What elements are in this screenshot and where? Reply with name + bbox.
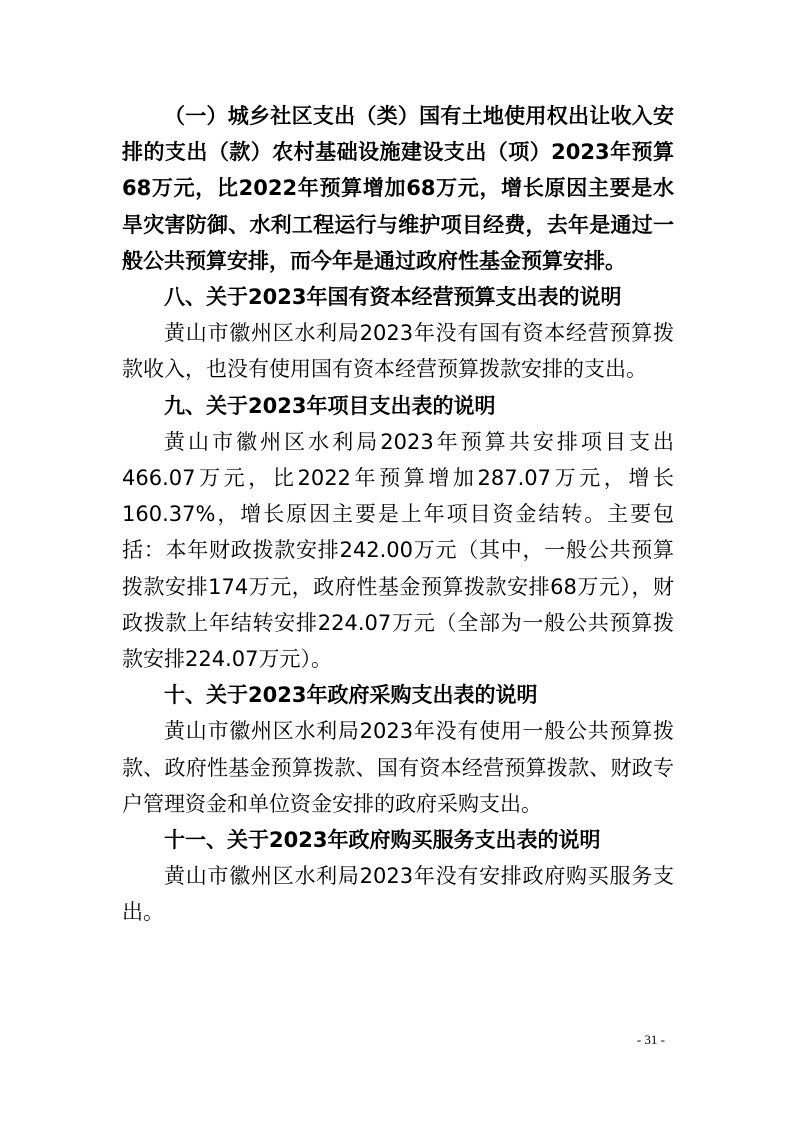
section-heading-service-purchase: 十一、关于2023年政府购买服务支出表的说明 <box>164 828 601 853</box>
paragraph-project-expenditure: 黄山市徽州区水利局2023年预算共安排项目支出466.07万元，比2022年预算增加287.07万元，增长160.37%，增长原因主要是上年项目资金结转。主要包括：本年财政拨款安排242.00万元（其中，一般公共预算拨款安排174万元，政府性基金预算拨款安排68万元），财政拨款上年结转安排224.07万元（全部为一般公共预算拨款安排224.07万元）。 <box>122 429 674 672</box>
section-heading-state-capital-budget: 八、关于2023年国有资本经营预算支出表的说明 <box>164 285 622 310</box>
paragraph-government-procurement: 黄山市徽州区水利局2023年没有使用一般公共预算拨款、政府性基金预算拨款、国有资本经营预算拨款、财政专户管理资金和单位资金安排的政府采购支出。 <box>122 719 674 816</box>
page-number: - 31 - <box>636 1032 665 1047</box>
section-heading-project-expenditure: 九、关于2023年项目支出表的说明 <box>164 393 496 418</box>
section-heading-urban-rural-expenditure: （一）城乡社区支出（类）国有土地使用权出让收入安排的支出（款）农村基础设施建设支出（项）2023年预算68万元，比2022年预算增加68万元，增长原因主要是水旱灾害防御、水利工程运行与维护项目经费，去年是通过一般公共预算安排，而今年是通过政府性基金预算安排。 <box>122 104 674 273</box>
paragraph-state-capital-budget: 黄山市徽州区水利局2023年没有国有资本经营预算拨款收入，也没有使用国有资本经营预算拨款安排的支出。 <box>122 321 674 382</box>
document-body <box>122 98 674 931</box>
section-heading-government-procurement: 十、关于2023年政府采购支出表的说明 <box>164 683 538 708</box>
paragraph-service-purchase: 黄山市徽州区水利局2023年没有安排政府购买服务支出。 <box>122 864 674 925</box>
